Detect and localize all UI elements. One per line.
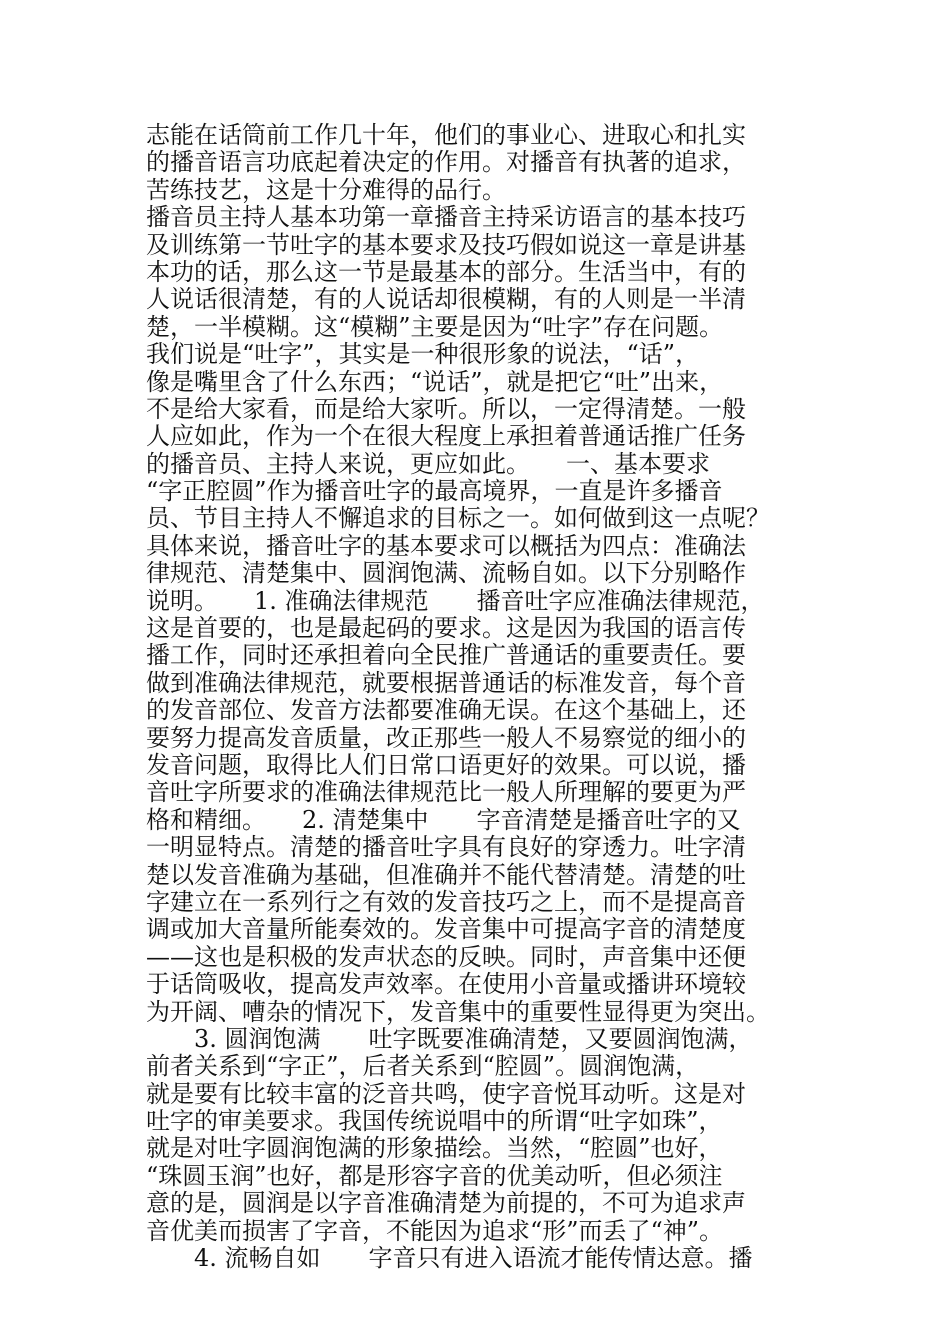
text-line: 音吐字所要求的准确法律规范比一般人所理解的要更为严 [146, 778, 746, 807]
text-line: 楚以发音准确为基础，但准确并不能代替清楚。清楚的吐 [146, 860, 746, 889]
text-line: 人说话很清楚，有的人说话却很模糊，有的人则是一半清 [146, 285, 746, 314]
text-line: 4. 流畅自如 字音只有进入语流才能传情达意。播 [146, 1244, 753, 1273]
text-line: 调或加大音量所能奏效的。发音集中可提高字音的清楚度 [146, 915, 746, 944]
text-line: 本功的话，那么这一节是最基本的部分。生活当中，有的 [146, 257, 746, 286]
text-line: 楚，一半模糊。这“模糊”主要是因为“吐字”存在问题。 [146, 312, 724, 341]
text-line: 及训练第一节吐字的基本要求及技巧假如说这一章是讲基 [146, 230, 746, 259]
text-line: 格和精细。 2. 清楚集中 字音清楚是播音吐字的又 [146, 805, 741, 834]
text-line: 吐字的审美要求。我国传统说唱中的所谓“吐字如珠”， [146, 1107, 723, 1136]
text-line: 苦练技艺，这是十分难得的品行。 [146, 175, 506, 204]
text-line: 的发音部位、发音方法都要准确无误。在这个基础上，还 [146, 696, 746, 725]
text-line: 就是对吐字圆润饱满的形象描绘。当然，“腔圆”也好， [146, 1134, 723, 1163]
text-line: 这是首要的，也是最起码的要求。这是因为我国的语言传 [146, 614, 746, 643]
text-line: ——这也是积极的发声状态的反映。同时，声音集中还便 [146, 942, 746, 971]
text-line: 人应如此，作为一个在很大程度上承担着普通话推广任务 [146, 422, 746, 451]
text-line: 不是给大家看，而是给大家听。所以，一定得清楚。一般 [146, 394, 746, 423]
text-line: “字正腔圆”作为播音吐字的最高境界，一直是许多播音 [146, 477, 723, 506]
text-line: 为开阔、嘈杂的情况下，发音集中的重要性显得更为突出。 [146, 997, 770, 1026]
text-line: 3. 圆润饱满 吐字既要准确清楚，又要圆润饱满， [146, 1024, 753, 1053]
text-line: 志能在话筒前工作几十年，他们的事业心、进取心和扎实 [146, 121, 746, 149]
text-line: 意的是，圆润是以字音准确清楚为前提的，不可为追求声 [146, 1189, 746, 1218]
text-line: 发音问题，取得比人们日常口语更好的效果。可以说，播 [146, 750, 746, 779]
text-line: 就是要有比较丰富的泛音共鸣，使字音悦耳动听。这是对 [146, 1079, 746, 1108]
text-line: 音优美而损害了字音，不能因为追求“形”而丢了“神”。 [146, 1216, 724, 1245]
text-line: 一明显特点。清楚的播音吐字具有良好的穿透力。吐字清 [146, 833, 746, 862]
body-text [146, 122, 810, 1272]
text-line: 员、节目主持人不懈追求的目标之一。如何做到这一点呢？ [146, 504, 770, 533]
text-line: 我们说是“吐字”，其实是一种很形象的说法，“话”， [146, 340, 700, 369]
text-line: “珠圆玉润”也好，都是形容字音的优美动听，但必须注 [146, 1161, 723, 1190]
text-line: 前者关系到“字正”，后者关系到“腔圆”。圆润饱满， [146, 1052, 700, 1081]
text-line: 像是嘴里含了什么东西；“说话”，就是把它“吐”出来， [146, 367, 724, 396]
text-line: 说明。 1. 准确法律规范 播音吐字应准确法律规范， [146, 586, 765, 615]
text-line: 的播音员、主持人来说，更应如此。 一、基本要求 [146, 449, 710, 478]
text-line: 律规范、清楚集中、圆润饱满、流畅自如。以下分别略作 [146, 559, 746, 588]
text-line: 的播音语言功底起着决定的作用。对播音有执著的追求， [146, 148, 746, 177]
text-line: 做到准确法律规范，就要根据普通话的标准发音，每个音 [146, 668, 746, 697]
text-line: 字建立在一系列行之有效的发音技巧之上，而不是提高音 [146, 887, 746, 916]
text-line: 要努力提高发音质量，改正那些一般人不易察觉的细小的 [146, 723, 746, 752]
text-line: 于话筒吸收，提高发声效率。在使用小音量或播讲环境较 [146, 970, 746, 999]
text-line: 播音员主持人基本功第一章播音主持采访语言的基本技巧 [146, 203, 746, 232]
text-line: 具体来说，播音吐字的基本要求可以概括为四点：准确法 [146, 531, 746, 560]
text-line: 播工作，同时还承担着向全民推广普通话的重要责任。要 [146, 641, 746, 670]
